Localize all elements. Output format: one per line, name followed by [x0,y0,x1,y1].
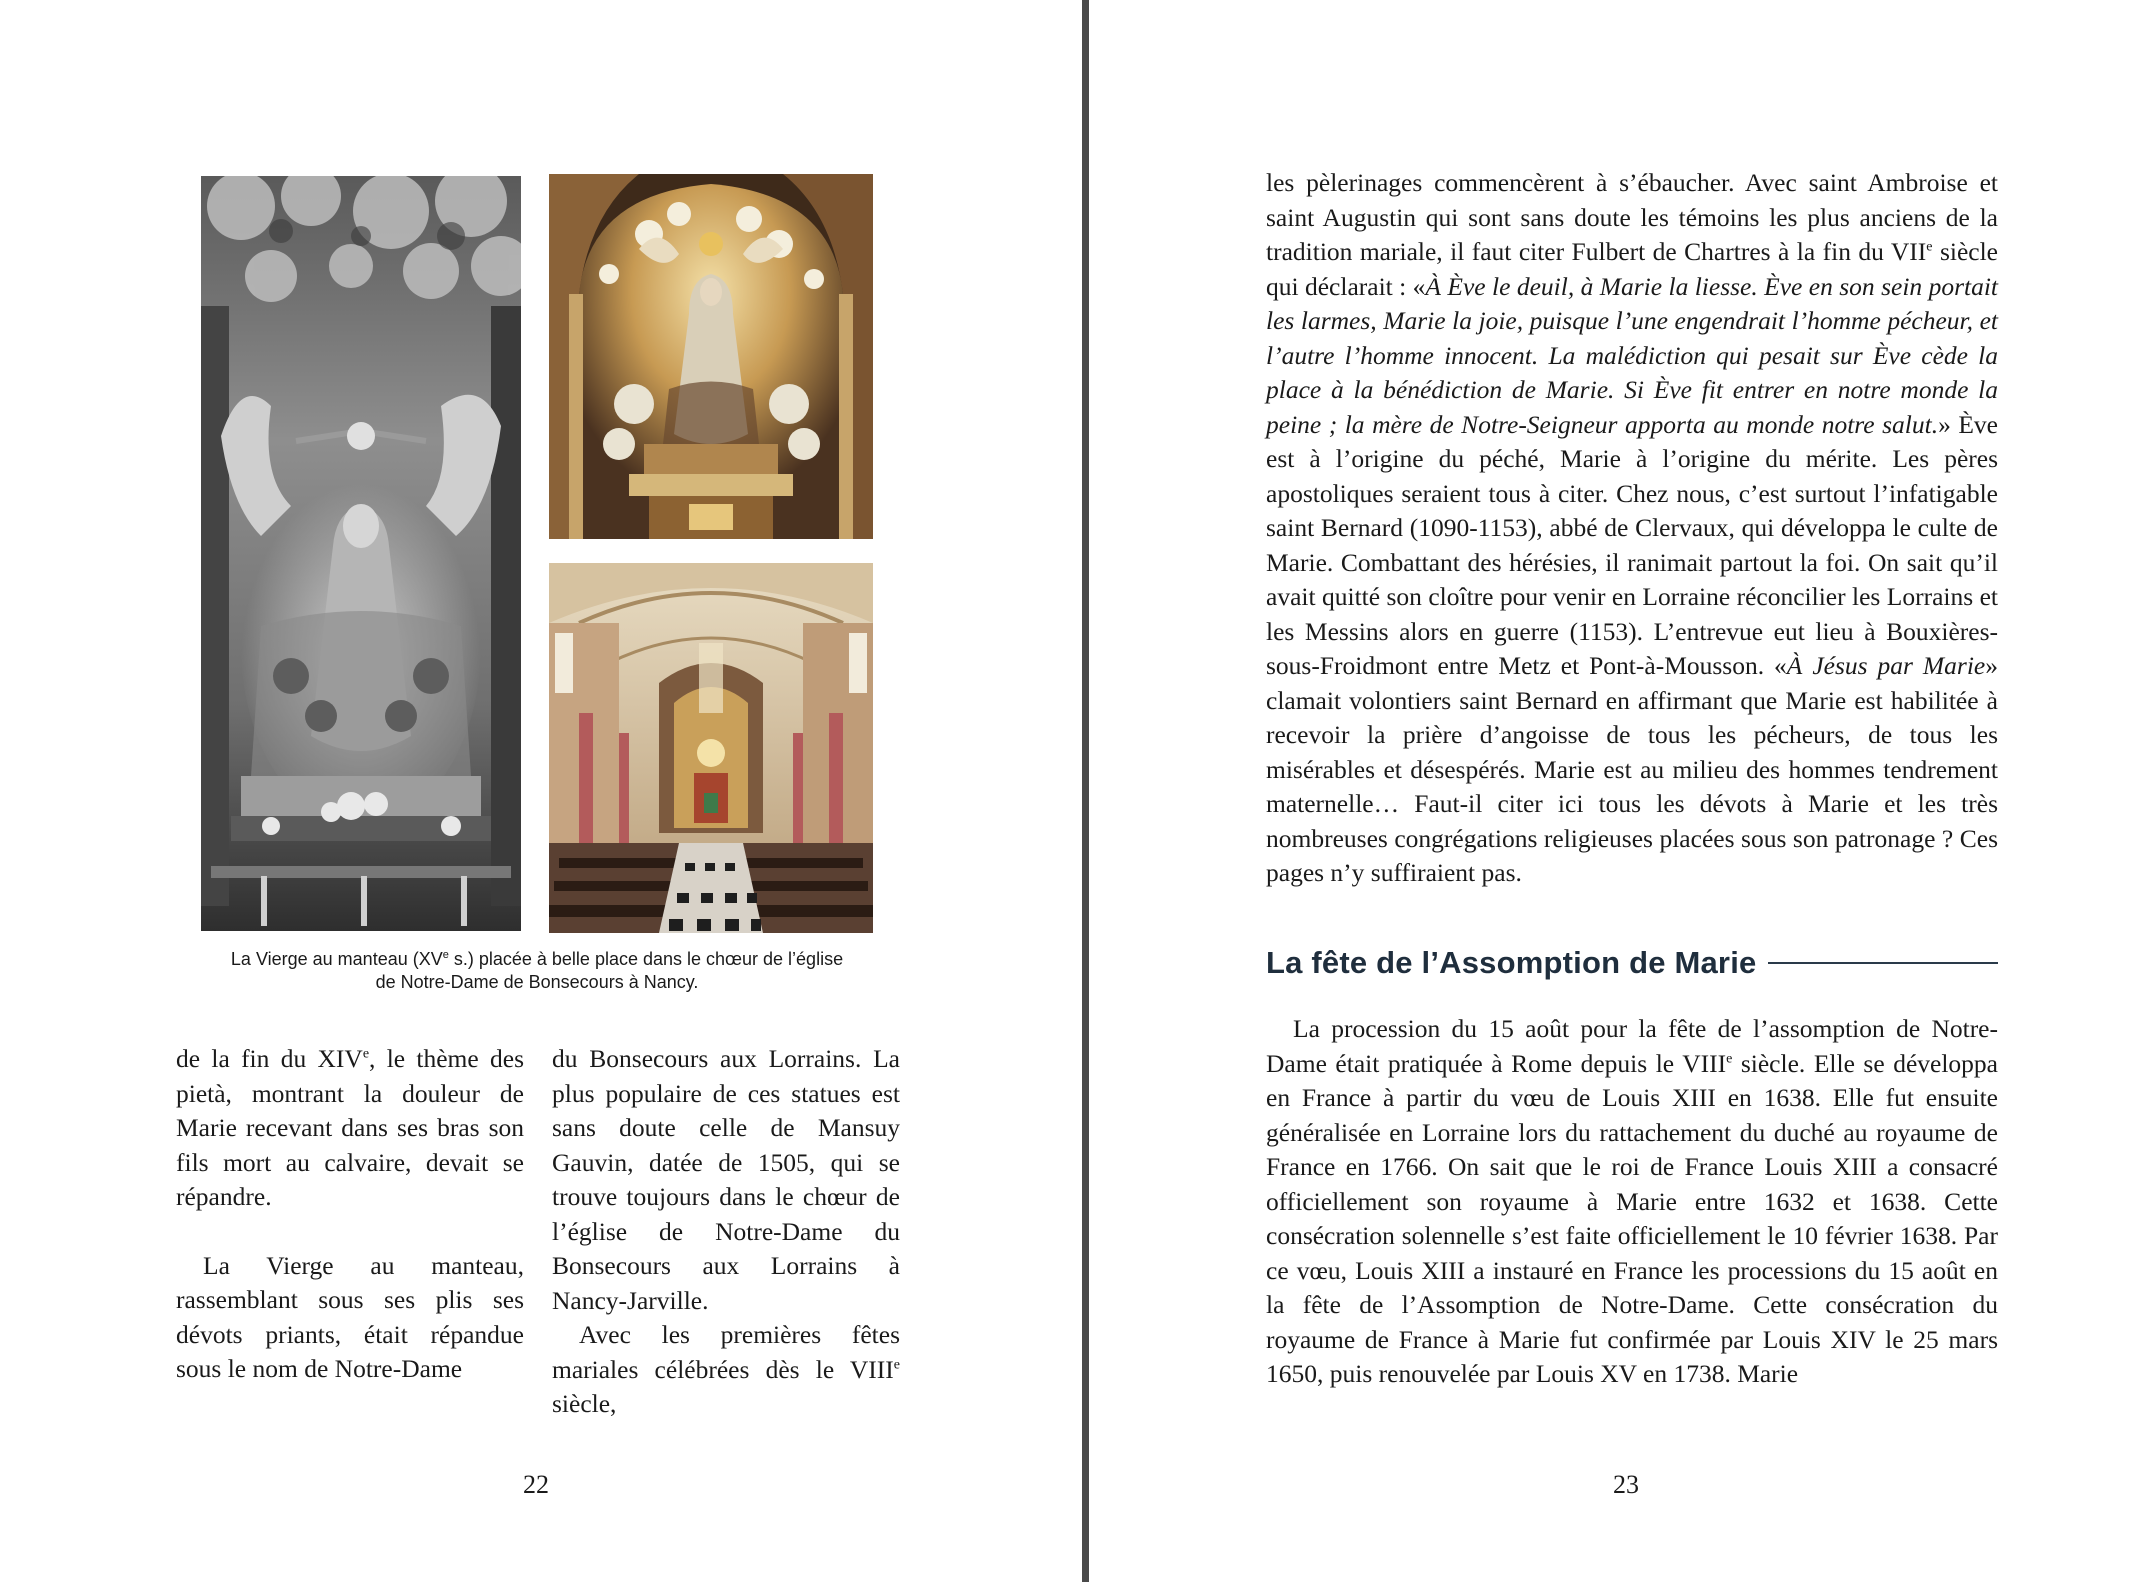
right-p2-sup: e [893,1357,900,1372]
right-column-paragraph-1: du Bonsecours aux Lorrains. La plus populaire de ces statues est sans doute celle de Mansuy Gauvin, datée de 1505, qui se trouve toujours dans le chœur de l’église de Notre-Dame du Bonsecours aux Lorrains à Nancy-Jarville. [552,1044,900,1315]
section-heading [1266,945,1998,981]
statue-bw-photo [201,176,521,931]
right-page-bottom-paragraph [1266,1012,1998,1392]
statue-bw-image [201,176,521,931]
shrine-image [549,174,873,539]
right-p2-after: siècle, [552,1389,617,1418]
bottom-part1-sup: e [1726,1051,1733,1066]
top-part3: » Ève est à l’origine du péché, Marie à l’origine du mérite. Les pères apostoliques seraient tous à citer. Chez nous, c’est surtout l’infatigable saint Bernard (1090-1153), abbé de Clervaux, qui développa le culte de Marie. Combattant des hérésies, il ranimait partout la foi. On sait qu’il avait quitté son cloître pour venir en Lorraine réconcilier les Lorrains et les Messins alors en guerre (1153). L’entrevue eut lieu à Bouxières-sous-Froidmont entre Metz et Pont-à-Mousson. « [1266,409,1998,680]
right-column [552,1042,900,1422]
top-part4: » clamait volontiers saint Bernard en affirmant que Marie est habilitée à recevoir la prière d’angoisse de tous les pécheurs, de tous les misérables et désespérés. Marie est au milieu des hommes tendrement maternelle… Faut-il citer ici tous les dévots à Marie et les très nombreuses congrégations religieuses placées sous son patronage ? Ces pages n’y suffiraient pas. [1266,651,1998,887]
caption-line1-sup: e [442,949,449,961]
bottom-paragraph-text [1266,1012,1998,1392]
bottom-part2: siècle. Elle se développa en France à partir du vœu de Louis XIII en 1638. Elle fut ensuite généralisée en Lorraine lors du rattachement du duché au royaume de France en 1766. On sait que le roi de France Louis XIII a consacré officiellement son royaume à Marie entre 1632 et 1638. Cette consécration solennelle s’est faite officiellement le 10 février 1638. Par ce vœu, Louis XIII a instauré en France les processions du 15 août en la fête de l’Assomption de Notre-Dame. Cette consécration du royaume de France à Marie fut confirmée par Louis XIV le 25 mars 1650, puis renouvelée par Louis XV en 1738. Marie [1266,1048,1999,1388]
top-paragraph-text [1266,166,1998,891]
left-p1-sup: e [362,1046,370,1062]
caption-line1-after: s.) placée à belle place dans le chœur de l’église [448,949,844,969]
page-number-left: 22 [523,1470,549,1499]
top-part1-sup: e [1926,239,1933,255]
section-heading-text: La fête de l’Assomption de Marie [1266,945,1757,980]
caption-line1-before: La Vierge au manteau (XV [230,949,443,969]
left-column-paragraph-1 [176,1042,524,1215]
right-page-top-paragraph [1266,166,1998,891]
top-quote2: À Jésus par Marie [1786,651,1986,680]
figure-caption [190,948,884,994]
right-p2-before: Avec les premières fêtes mariales célébrées dès le VIII [552,1320,900,1384]
top-part1: les pèlerinages commencèrent à s’ébaucher. Avec saint Ambroise et saint Augustin qui sont sans doute les témoins les plus anciens de la tradition mariale, il faut citer Fulbert de Chartres à la fin du VII [1266,168,1998,266]
nave-image [549,563,873,933]
right-column-paragraph-2 [552,1318,900,1422]
section-heading-rule [1768,962,1998,964]
left-p1-before: de la fin du XIV [176,1044,363,1073]
book-spine [1082,0,1089,1582]
left-p1-after: , le thème des pietà, montrant la douleur de Marie recevant dans ses bras son fils mort au calvaire, devait se répandre. [176,1044,524,1211]
church-nave-photo [549,563,873,933]
caption-line2: de Notre-Dame de Bonsecours à Nancy. [375,972,699,992]
top-part2: siècle qui déclarait : « [1266,237,1998,301]
page-number-right: 23 [1613,1470,1639,1499]
left-column [176,1042,524,1387]
left-column-paragraph-2: La Vierge au manteau, rassemblant sous ses plis ses dévots priants, était répandue sous le nom de Notre-Dame [176,1250,524,1383]
top-quote1: À Ève le deuil, à Marie la liesse. Ève en son sein portait les larmes, Marie la joie, puisque l’une engendrait l’homme pécheur, et l’autre l’homme innocent. La malédiction qui pesait sur Ève cède la place à la bénédiction de Marie. Si Ève fit entrer en notre monde la peine ; la mère de Notre-Seigneur apporta au monde notre salut. [1266,271,1998,439]
shrine-color-photo [549,174,873,539]
bottom-part1: La procession du 15 août pour la fête de l’assomption de Notre-Dame était pratiquée à Rome depuis le VIII [1266,1014,1998,1078]
